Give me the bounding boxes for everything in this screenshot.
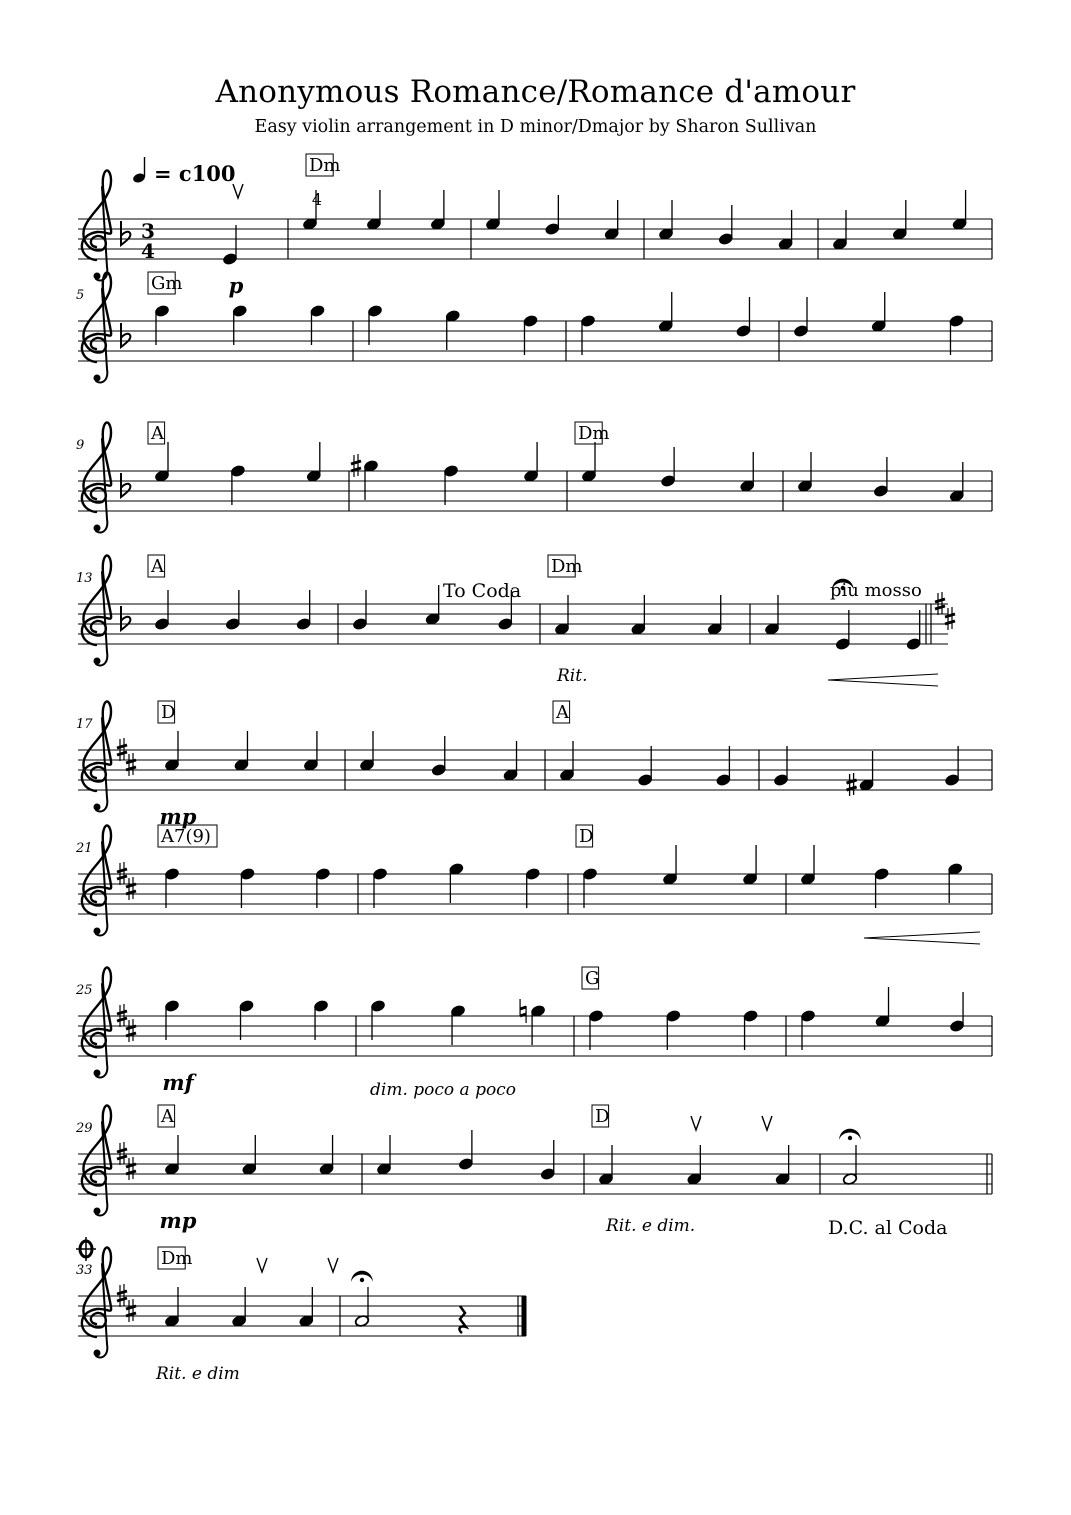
natural-icon	[520, 999, 526, 1023]
sharp-icon	[847, 773, 857, 796]
chord-symbol: Gm	[151, 273, 183, 294]
up-bow-icon	[328, 1258, 338, 1272]
dynamic-mark: mp	[159, 1208, 197, 1233]
expression-text: dim. poco a poco	[370, 1080, 516, 1100]
measure-number: 5	[76, 288, 85, 303]
tempo-text: piu mosso	[830, 580, 922, 601]
sharp-icon	[351, 454, 361, 477]
treble-clef-icon	[82, 170, 111, 280]
chord-symbol: Dm	[578, 423, 610, 444]
expression-text: Rit. e dim	[156, 1364, 240, 1384]
measure-number: 21	[76, 841, 93, 856]
expression-text: Rit. e dim.	[606, 1216, 696, 1236]
dc-al-coda-text: D.C. al Coda	[828, 1217, 948, 1239]
time-sig-bottom: 4	[141, 239, 155, 263]
up-bow-icon	[233, 184, 243, 198]
crescendo-hairpin	[828, 674, 938, 686]
chord-symbol: Dm	[309, 155, 341, 176]
dynamic-mark: mp	[159, 804, 197, 829]
treble-clef-icon	[82, 272, 111, 382]
chord-symbol: A	[161, 1106, 174, 1127]
up-bow-icon	[762, 1116, 772, 1130]
flat-icon	[121, 606, 130, 630]
flat-icon	[121, 323, 130, 347]
staff-system	[75, 1105, 992, 1239]
chord-symbol: A	[151, 423, 164, 444]
dynamic-mark: p	[228, 273, 244, 298]
staff-system	[76, 555, 955, 686]
staff-system	[76, 272, 992, 383]
chord-symbol: D	[161, 702, 176, 723]
staff-system	[76, 1237, 526, 1384]
measure-number: 9	[76, 438, 85, 453]
sharp-icon	[126, 1299, 136, 1322]
sharp-icon	[126, 1019, 136, 1042]
crescendo-hairpin	[864, 932, 980, 944]
fingering-number: 4	[311, 190, 323, 209]
tempo-text: Rit.	[557, 666, 588, 686]
flat-icon	[121, 221, 130, 245]
measure-number: 25	[76, 983, 93, 998]
measure-number: 17	[76, 717, 93, 732]
sharp-icon	[945, 607, 955, 630]
tempo-marking	[132, 157, 236, 186]
dynamic-mark: mf	[162, 1070, 194, 1095]
measure-number: 33	[76, 1263, 93, 1278]
chord-symbol: A	[151, 556, 164, 577]
sharp-icon	[126, 753, 136, 776]
staff-system	[76, 701, 992, 829]
chord-symbol: Dm	[551, 556, 583, 577]
staff-system	[75, 825, 992, 944]
piece-subtitle: Easy violin arrangement in D minor/Dmajor by Sharon Sullivan	[254, 117, 817, 137]
fermata-icon	[351, 1271, 373, 1282]
chord-symbol: A	[556, 702, 569, 723]
staff-system	[75, 967, 992, 1100]
up-bow-icon	[257, 1258, 267, 1272]
time-sig-top: 3	[141, 219, 155, 243]
chord-symbol: Dm	[161, 1248, 193, 1269]
chord-symbol: A7(9)	[161, 826, 211, 847]
flat-icon	[121, 473, 130, 497]
measure-number: 13	[76, 571, 93, 586]
staff-system	[76, 422, 992, 533]
fermata-icon	[839, 1129, 861, 1140]
measure-number: 29	[76, 1121, 93, 1136]
up-bow-icon	[691, 1116, 701, 1130]
chord-symbol: D	[595, 1106, 610, 1127]
sharp-icon	[126, 1157, 136, 1180]
piece-title: Anonymous Romance/Romance d'amour	[215, 74, 856, 110]
to-coda-text: To Coda	[443, 580, 522, 602]
coda-icon	[76, 1237, 96, 1261]
treble-clef-icon	[82, 422, 111, 532]
sharp-icon	[847, 773, 857, 796]
chord-symbol: G	[585, 968, 600, 989]
sharp-icon	[126, 877, 136, 900]
quarter-rest-icon	[459, 1306, 466, 1333]
tempo-text: = c100	[154, 161, 236, 186]
chord-symbol: D	[579, 826, 594, 847]
